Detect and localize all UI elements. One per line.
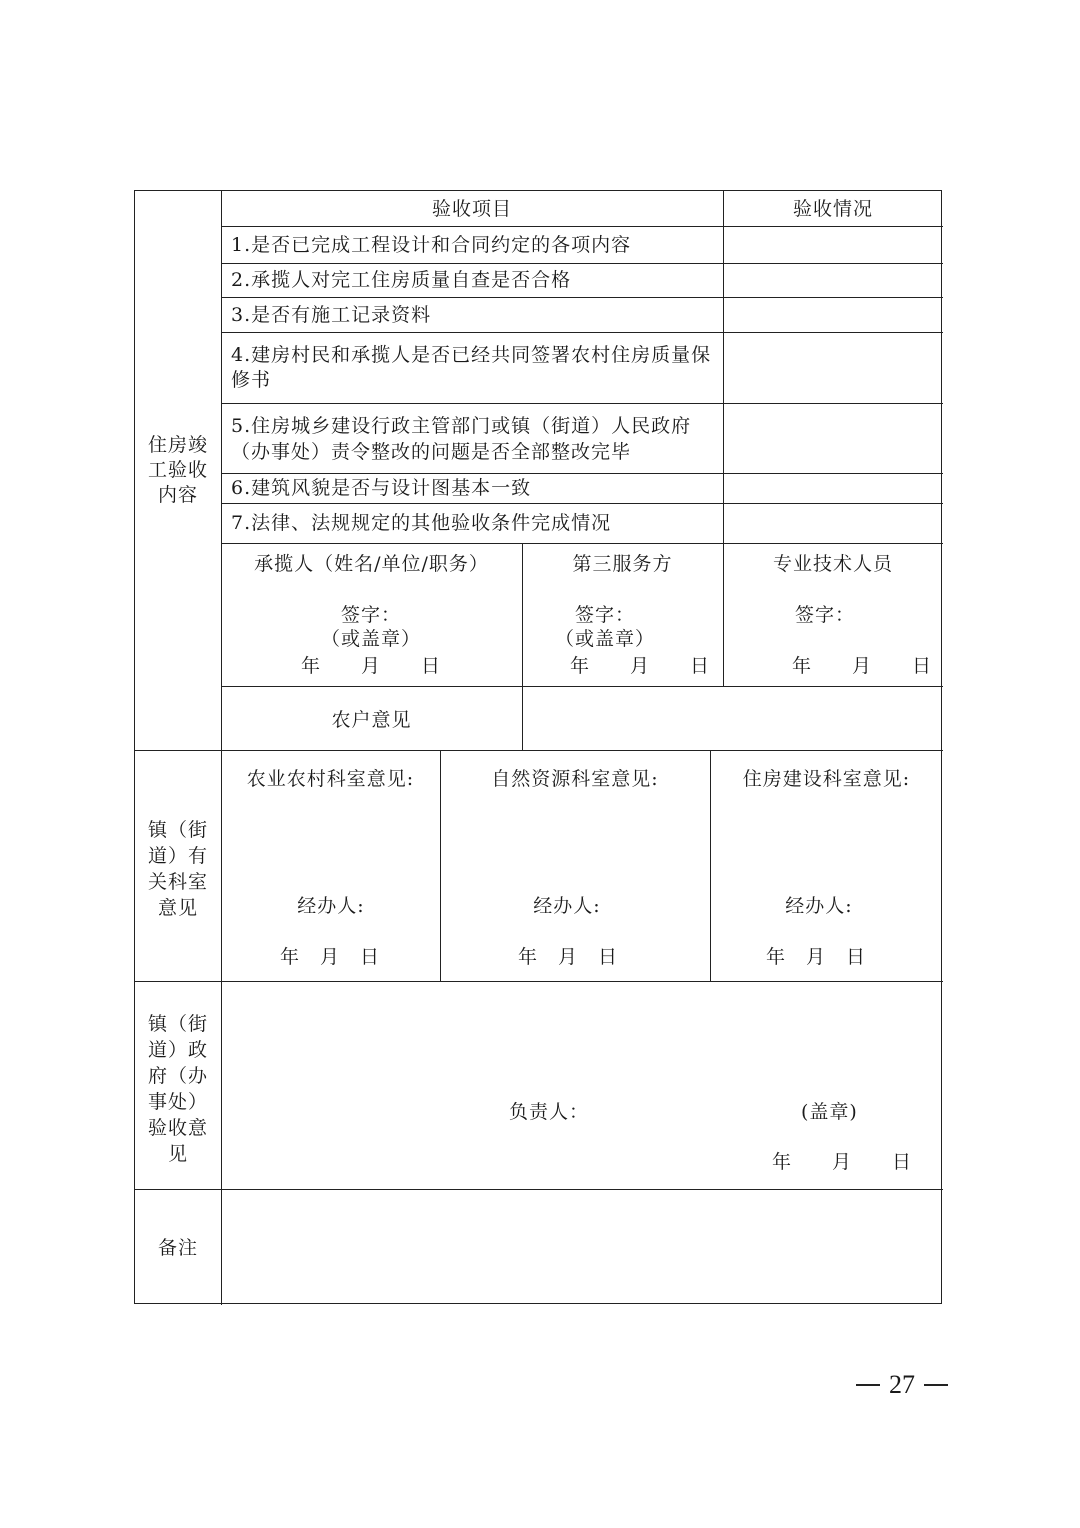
signer-date: 年 月 日: [569, 655, 710, 677]
signer-title: 承揽人（姓名/单位/职务）: [254, 553, 489, 575]
header-acceptance-item: 验收项目: [431, 198, 512, 220]
page-number-dash: [924, 1384, 948, 1385]
farmer-opinion-label: 农户意见: [331, 709, 412, 731]
status-cell[interactable]: [725, 334, 941, 402]
status-cell[interactable]: [725, 299, 941, 331]
signer-date: 年 月 日: [791, 655, 932, 677]
office-title: 农业农村科室意见:: [246, 768, 415, 790]
section-label-completion-content: 住房竣工验收内容: [147, 434, 208, 506]
remarks-label: 备注: [157, 1237, 198, 1259]
signer-sign-label: 签字：: [574, 604, 635, 626]
status-cell[interactable]: [725, 505, 941, 542]
office-title: 住房建设科室意见:: [742, 768, 911, 790]
office-date: 年 月 日: [517, 946, 618, 968]
remarks-field[interactable]: [223, 1191, 941, 1303]
status-cell[interactable]: [725, 228, 941, 262]
acceptance-item: 4.建房村民和承揽人是否已经共同签署农村住房质量保修书: [231, 344, 712, 391]
signer-sign-label: 签字：: [340, 604, 401, 626]
acceptance-form: [134, 190, 942, 1304]
section-label-office-opinions: 镇（街道）有关科室意见: [147, 819, 208, 919]
signer-seal-label: （或盖章）: [554, 628, 655, 650]
office-title: 自然资源科室意见:: [491, 768, 659, 790]
status-cell[interactable]: [725, 405, 941, 472]
office-date: 年 月 日: [765, 946, 866, 968]
stamp-label: (盖章): [801, 1101, 858, 1123]
signer-seal-label: （或盖章）: [320, 628, 421, 650]
office-handler-label: 经办人:: [533, 895, 601, 917]
signer-date: 年 月 日: [300, 655, 441, 677]
acceptance-item: 3.是否有施工记录资料: [231, 304, 432, 326]
acceptance-item: 1.是否已完成工程设计和合同约定的各项内容: [231, 234, 632, 256]
section-label-gov-acceptance: 镇（街道）政府（办事处）验收意见: [147, 1013, 208, 1165]
label-column-divider: [221, 191, 222, 1305]
acceptance-item: 2.承揽人对完工住房质量自查是否合格: [231, 269, 572, 291]
office-date: 年 月 日: [279, 946, 380, 968]
page-number-value: 27: [889, 1370, 915, 1399]
farmer-opinion-field[interactable]: [524, 688, 941, 749]
responsible-person-label: 负责人：: [509, 1101, 590, 1123]
acceptance-item: 7.法律、法规规定的其他验收条件完成情况: [231, 512, 612, 534]
section-divider: [135, 981, 943, 982]
office-handler-label: 经办人:: [785, 895, 853, 917]
section3-date: 年 月 日: [771, 1151, 912, 1173]
status-cell[interactable]: [725, 475, 941, 502]
row-divider: [221, 543, 943, 544]
signer-sign-label: 签字：: [794, 604, 855, 626]
signer-title: 第三服务方: [572, 553, 673, 575]
header-acceptance-status: 验收情况: [792, 198, 873, 220]
signer-title: 专业技术人员: [772, 553, 893, 575]
status-cell[interactable]: [725, 265, 941, 296]
page-number: [856, 1370, 948, 1400]
acceptance-item: 6.建筑风貌是否与设计图基本一致: [231, 477, 532, 499]
acceptance-item: 5.住房城乡建设行政主管部门或镇（街道）人民政府（办事处）责令整改的问题是否全部整改完毕: [231, 415, 692, 463]
page-number-dash: [856, 1384, 880, 1385]
office-handler-label: 经办人:: [297, 895, 365, 917]
section-divider: [135, 750, 943, 751]
